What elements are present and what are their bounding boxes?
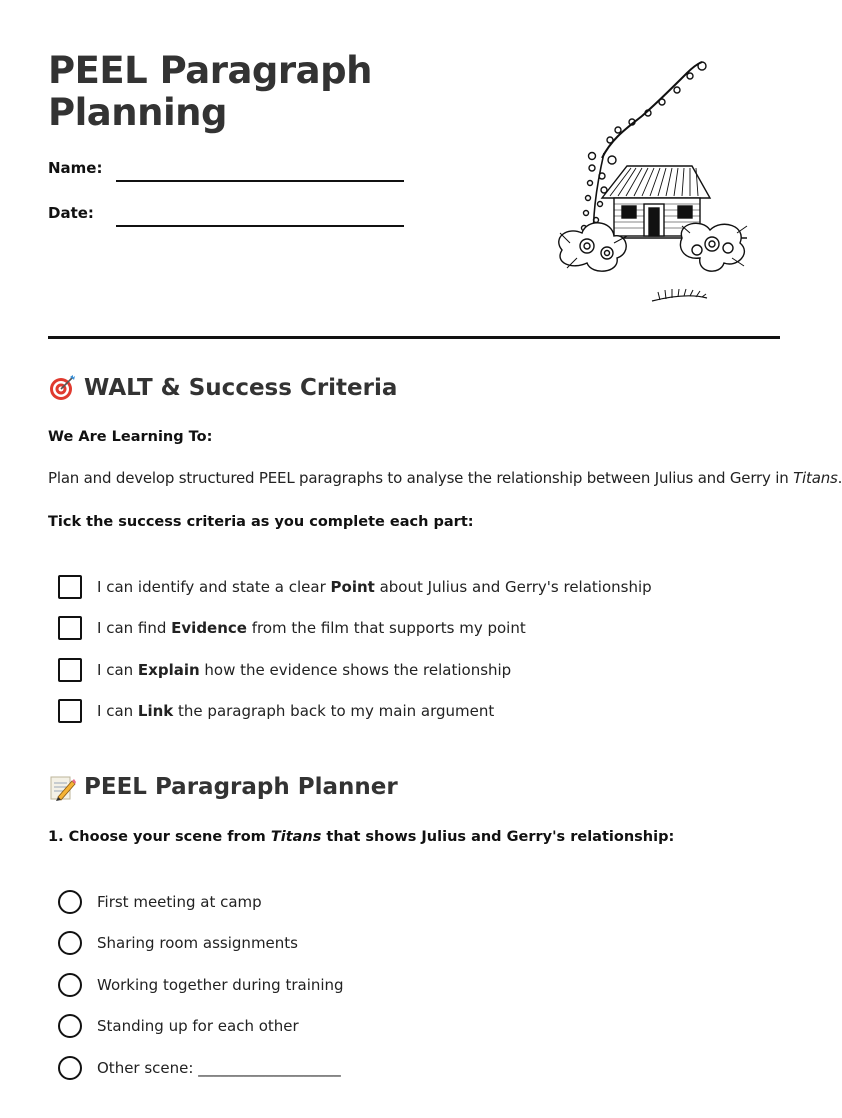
planner-heading — [48, 773, 398, 801]
scene-radio-other[interactable] — [58, 1056, 82, 1080]
question-1-film: Titans — [270, 829, 322, 845]
learning-text-film: Titans — [793, 469, 838, 487]
criteria-text-post: from the film that supports my point — [246, 619, 526, 638]
success-criteria-list — [58, 566, 652, 732]
criteria-text — [97, 619, 526, 637]
date-label: Date: — [48, 204, 94, 222]
scene-option-label: Standing up for each other — [97, 1017, 299, 1036]
scene-radio-standing-up[interactable] — [58, 1014, 82, 1038]
criteria-text-pre: I can — [97, 660, 138, 679]
title-line-1: PEEL Paragraph — [48, 49, 372, 92]
target-dart-icon — [48, 374, 76, 402]
criteria-text — [97, 578, 652, 596]
walt-heading — [48, 374, 397, 402]
learning-text — [48, 469, 842, 487]
criteria-text-bold: Link — [137, 702, 174, 721]
scene-option-label: First meeting at camp — [97, 892, 262, 911]
criteria-checkbox-evidence[interactable] — [58, 616, 82, 640]
criteria-item — [58, 649, 652, 691]
criteria-text-post: about Julius and Gerry's relationship — [374, 577, 652, 596]
criteria-text — [97, 702, 494, 720]
learning-label: We Are Learning To: — [48, 429, 213, 445]
question-1-post: that shows Julius and Gerry's relationship: — [321, 829, 675, 845]
hut-illustration — [532, 58, 752, 308]
criteria-text-bold: Point — [330, 577, 375, 596]
planner-heading-text: PEEL Paragraph Planner — [84, 774, 398, 800]
criteria-text-pre: I can — [97, 702, 138, 721]
criteria-text-post: the paragraph back to my main argument — [173, 702, 495, 721]
criteria-item — [58, 691, 652, 733]
learning-text-end: . — [837, 469, 842, 487]
scene-radio-first-meeting[interactable] — [58, 890, 82, 914]
question-1 — [48, 829, 674, 845]
scene-option — [58, 964, 344, 1006]
criteria-item — [58, 608, 652, 650]
worksheet-page — [48, 0, 842, 1118]
scene-option-label: Sharing room assignments — [97, 934, 298, 953]
scene-radio-room-assignments[interactable] — [58, 931, 82, 955]
page-title — [48, 50, 372, 134]
name-field[interactable] — [116, 180, 404, 182]
question-1-pre: 1. Choose your scene from — [48, 829, 271, 845]
memo-pencil-icon — [48, 773, 76, 801]
criteria-text-bold: Evidence — [171, 619, 247, 638]
criteria-checkbox-link[interactable] — [58, 699, 82, 723]
scene-radio-training[interactable] — [58, 973, 82, 997]
walt-heading-text: WALT & Success Criteria — [84, 375, 398, 401]
date-field[interactable] — [116, 225, 404, 227]
learning-text-main: Plan and develop structured PEEL paragraphs to analyse the relationship between Julius and Gerry in — [48, 469, 794, 487]
criteria-text-post: how the evidence shows the relationship — [199, 660, 512, 679]
criteria-item — [58, 566, 652, 608]
tick-instruction: Tick the success criteria as you complete each part: — [48, 514, 474, 530]
scene-option-label[interactable]: Other scene: ___________________ — [97, 1058, 341, 1077]
criteria-text-bold: Explain — [137, 660, 200, 679]
scene-option — [58, 923, 344, 965]
divider — [48, 336, 780, 339]
scene-option-label: Working together during training — [97, 975, 344, 994]
name-label: Name: — [48, 159, 103, 177]
scene-option — [58, 1047, 344, 1089]
criteria-checkbox-point[interactable] — [58, 575, 82, 599]
criteria-text — [97, 661, 511, 679]
title-line-2: Planning — [48, 91, 227, 134]
criteria-text-pre: I can find — [97, 619, 172, 638]
scene-options-list — [58, 881, 344, 1089]
scene-option — [58, 881, 344, 923]
criteria-checkbox-explain[interactable] — [58, 658, 82, 682]
criteria-text-pre: I can identify and state a clear — [97, 577, 331, 596]
scene-option — [58, 1006, 344, 1048]
